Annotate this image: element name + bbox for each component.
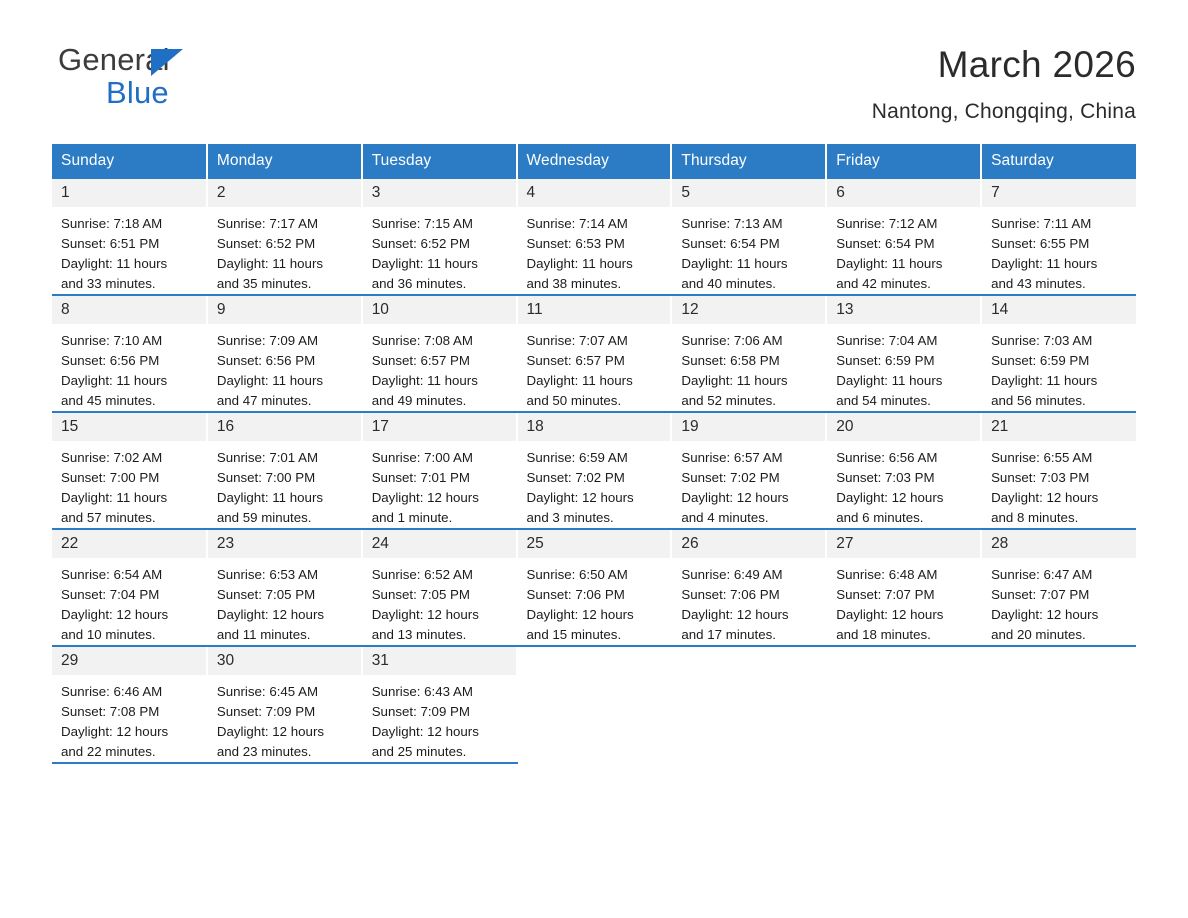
day-sun-info [363, 441, 516, 528]
day-info-line-sunset: Sunset: 7:02 PM [526, 469, 625, 485]
calendar-day-cell[interactable] [517, 295, 672, 412]
day-sun-info [672, 558, 825, 645]
day-info-line-daylight1: Daylight: 11 hours [216, 372, 324, 388]
day-info-line-sunrise: Sunrise: 7:11 AM [991, 215, 1092, 231]
day-info-line-sunrise: Sunrise: 6:50 AM [526, 567, 628, 583]
day-number: 22 [52, 530, 206, 558]
day-info-line-daylight2: and 20 minutes. [991, 627, 1086, 643]
calendar-day-cell[interactable] [207, 412, 362, 529]
day-number: 8 [52, 296, 206, 324]
day-info-line-daylight2: and 33 minutes. [61, 275, 156, 291]
day-number: 19 [672, 413, 825, 441]
calendar-day-cell[interactable] [517, 529, 672, 646]
day-info-line-sunrise: Sunrise: 6:57 AM [681, 449, 783, 465]
day-info-line-daylight1: Daylight: 11 hours [371, 372, 478, 388]
calendar-day-cell[interactable] [52, 179, 207, 295]
day-number: 30 [208, 647, 361, 675]
day-info-line-sunset: Sunset: 6:51 PM [61, 235, 160, 251]
day-number: 6 [827, 179, 980, 207]
day-sun-info [363, 558, 516, 645]
day-sun-info [208, 675, 361, 762]
location-subtitle: Nantong, Chongqing, China [871, 99, 1136, 123]
day-sun-info [672, 441, 825, 528]
day-info-line-daylight1: Daylight: 12 hours [371, 724, 479, 740]
day-number: 24 [363, 530, 516, 558]
day-info-line-daylight1: Daylight: 12 hours [526, 489, 634, 505]
day-number: 28 [982, 530, 1136, 558]
calendar-empty-cell [517, 646, 672, 763]
day-info-line-sunset: Sunset: 7:07 PM [991, 587, 1090, 603]
weekday-header-monday: Monday [207, 144, 362, 179]
day-info-line-daylight2: and 38 minutes. [526, 275, 622, 291]
calendar-day-cell[interactable] [671, 529, 826, 646]
calendar-empty-cell [981, 646, 1136, 763]
day-number: 5 [672, 179, 825, 207]
day-sun-info [518, 558, 671, 645]
day-info-line-daylight1: Daylight: 12 hours [836, 489, 944, 505]
day-info-line-daylight2: and 8 minutes. [991, 509, 1079, 525]
calendar-day-cell[interactable] [362, 412, 517, 529]
day-info-line-daylight2: and 23 minutes. [216, 744, 312, 760]
day-info-line-daylight1: Daylight: 11 hours [371, 255, 478, 271]
day-info-line-sunrise: Sunrise: 6:53 AM [216, 567, 319, 583]
calendar-day-cell[interactable] [517, 179, 672, 295]
day-info-line-daylight1: Daylight: 12 hours [681, 607, 789, 623]
day-number: 18 [518, 413, 671, 441]
day-info-line-daylight2: and 36 minutes. [371, 275, 467, 291]
day-info-line-sunrise: Sunrise: 7:12 AM [836, 215, 938, 231]
day-info-line-sunset: Sunset: 6:56 PM [61, 352, 160, 368]
day-number: 17 [363, 413, 516, 441]
day-number: 9 [208, 296, 361, 324]
generalblue-logo [52, 44, 170, 108]
day-sun-info [518, 441, 671, 528]
day-info-line-daylight1: Daylight: 11 hours [216, 489, 324, 505]
weekday-header-tuesday: Tuesday [362, 144, 517, 179]
day-info-line-daylight2: and 52 minutes. [681, 392, 776, 408]
calendar-week-row [52, 179, 1136, 295]
calendar-day-cell[interactable] [671, 295, 826, 412]
calendar-day-cell[interactable] [52, 529, 207, 646]
day-info-line-sunrise: Sunrise: 6:43 AM [371, 684, 473, 700]
calendar-table [52, 144, 1136, 764]
calendar-day-cell[interactable] [981, 179, 1136, 295]
day-info-line-sunrise: Sunrise: 7:07 AM [526, 332, 628, 348]
calendar-day-cell[interactable] [207, 529, 362, 646]
calendar-day-cell[interactable] [362, 295, 517, 412]
day-info-line-sunset: Sunset: 7:03 PM [991, 469, 1090, 485]
logo-triangle-icon [151, 49, 183, 76]
day-info-line-daylight1: Daylight: 12 hours [681, 489, 789, 505]
day-number: 1 [52, 179, 206, 207]
day-info-line-sunset: Sunset: 6:59 PM [836, 352, 935, 368]
day-info-line-daylight2: and 15 minutes. [526, 627, 622, 643]
day-info-line-daylight2: and 35 minutes. [216, 275, 312, 291]
day-info-line-daylight1: Daylight: 11 hours [991, 255, 1098, 271]
page-header [52, 0, 1136, 124]
calendar-day-cell[interactable] [981, 412, 1136, 529]
weekday-header-wednesday: Wednesday [517, 144, 672, 179]
day-info-line-sunset: Sunset: 7:01 PM [371, 469, 470, 485]
day-info-line-sunrise: Sunrise: 7:06 AM [681, 332, 783, 348]
day-info-line-daylight1: Daylight: 12 hours [61, 724, 169, 740]
day-info-line-sunrise: Sunrise: 7:02 AM [61, 449, 163, 465]
day-info-line-daylight2: and 4 minutes. [681, 509, 769, 525]
day-sun-info [518, 324, 671, 411]
day-number: 12 [672, 296, 825, 324]
day-number: 13 [827, 296, 980, 324]
day-info-line-sunrise: Sunrise: 7:15 AM [371, 215, 473, 231]
day-info-line-daylight1: Daylight: 11 hours [836, 255, 943, 271]
weekday-header-row [52, 144, 1136, 179]
day-info-line-sunrise: Sunrise: 6:56 AM [836, 449, 938, 465]
day-sun-info [827, 324, 980, 411]
day-info-line-daylight2: and 54 minutes. [836, 392, 931, 408]
weekday-header-saturday: Saturday [981, 144, 1136, 179]
day-info-line-daylight2: and 10 minutes. [61, 627, 156, 643]
day-sun-info [52, 558, 206, 645]
day-sun-info [982, 441, 1136, 528]
day-info-line-sunrise: Sunrise: 7:00 AM [371, 449, 473, 465]
day-info-line-sunset: Sunset: 6:56 PM [216, 352, 316, 368]
weekday-header-thursday: Thursday [671, 144, 826, 179]
day-info-line-daylight2: and 17 minutes. [681, 627, 776, 643]
day-info-line-sunset: Sunset: 6:57 PM [526, 352, 625, 368]
day-info-line-daylight1: Daylight: 12 hours [991, 607, 1099, 623]
day-info-line-sunrise: Sunrise: 6:54 AM [61, 567, 163, 583]
day-info-line-daylight2: and 11 minutes. [216, 627, 311, 643]
day-sun-info [52, 675, 206, 762]
calendar-empty-cell [826, 646, 981, 763]
calendar-day-cell[interactable] [207, 295, 362, 412]
day-info-line-daylight2: and 3 minutes. [526, 509, 614, 525]
day-info-line-daylight1: Daylight: 12 hours [371, 489, 479, 505]
day-info-line-daylight2: and 6 minutes. [836, 509, 924, 525]
day-info-line-sunset: Sunset: 7:06 PM [526, 587, 625, 603]
day-sun-info [52, 441, 206, 528]
calendar-week-row [52, 646, 1136, 763]
calendar-day-cell[interactable] [981, 529, 1136, 646]
day-sun-info [672, 207, 825, 294]
day-info-line-sunset: Sunset: 7:00 PM [61, 469, 160, 485]
day-info-line-sunset: Sunset: 7:09 PM [216, 704, 316, 720]
day-info-line-sunrise: Sunrise: 7:04 AM [836, 332, 938, 348]
day-sun-info [827, 441, 980, 528]
day-info-line-daylight2: and 1 minute. [371, 509, 453, 525]
day-sun-info [52, 207, 206, 294]
day-number: 16 [208, 413, 361, 441]
calendar-day-cell[interactable] [207, 646, 362, 763]
logo-text-blue: Blue [106, 75, 169, 110]
calendar-body [52, 179, 1136, 763]
day-info-line-daylight2: and 43 minutes. [991, 275, 1086, 291]
day-sun-info [363, 207, 516, 294]
day-info-line-daylight1: Daylight: 11 hours [991, 372, 1098, 388]
day-sun-info [208, 207, 361, 294]
day-info-line-daylight1: Daylight: 12 hours [61, 607, 169, 623]
day-info-line-sunrise: Sunrise: 6:55 AM [991, 449, 1093, 465]
day-number: 10 [363, 296, 516, 324]
day-info-line-daylight1: Daylight: 11 hours [61, 489, 168, 505]
day-number: 14 [982, 296, 1136, 324]
day-info-line-daylight1: Daylight: 11 hours [681, 372, 788, 388]
calendar-day-cell[interactable] [826, 295, 981, 412]
calendar-day-cell[interactable] [207, 179, 362, 295]
day-sun-info [363, 675, 516, 762]
day-number: 31 [363, 647, 516, 675]
day-info-line-sunset: Sunset: 7:02 PM [681, 469, 780, 485]
day-info-line-sunset: Sunset: 7:03 PM [836, 469, 935, 485]
calendar-day-cell[interactable] [52, 646, 207, 763]
day-info-line-sunset: Sunset: 6:53 PM [526, 235, 625, 251]
day-info-line-sunrise: Sunrise: 7:03 AM [991, 332, 1093, 348]
day-info-line-sunset: Sunset: 6:54 PM [681, 235, 780, 251]
day-sun-info [982, 324, 1136, 411]
title-block [872, 44, 1136, 124]
calendar-day-cell[interactable] [671, 412, 826, 529]
day-info-line-sunset: Sunset: 7:08 PM [61, 704, 160, 720]
day-info-line-daylight1: Daylight: 11 hours [836, 372, 943, 388]
day-sun-info [208, 558, 361, 645]
day-info-line-daylight1: Daylight: 12 hours [836, 607, 944, 623]
day-sun-info [208, 324, 361, 411]
day-number: 2 [208, 179, 361, 207]
calendar-day-cell[interactable] [362, 179, 517, 295]
day-info-line-sunrise: Sunrise: 7:01 AM [216, 449, 319, 465]
day-info-line-sunrise: Sunrise: 7:13 AM [681, 215, 783, 231]
day-info-line-sunset: Sunset: 7:05 PM [371, 587, 470, 603]
day-info-line-sunset: Sunset: 6:54 PM [836, 235, 935, 251]
day-info-line-sunset: Sunset: 6:58 PM [681, 352, 780, 368]
day-info-line-sunrise: Sunrise: 6:52 AM [371, 567, 473, 583]
day-info-line-daylight2: and 13 minutes. [371, 627, 467, 643]
day-number: 25 [518, 530, 671, 558]
day-number: 21 [982, 413, 1136, 441]
day-sun-info [982, 558, 1136, 645]
day-info-line-sunrise: Sunrise: 6:49 AM [681, 567, 783, 583]
day-number: 20 [827, 413, 980, 441]
calendar-week-row [52, 412, 1136, 529]
day-info-line-sunrise: Sunrise: 7:18 AM [61, 215, 163, 231]
day-info-line-sunset: Sunset: 7:09 PM [371, 704, 470, 720]
day-info-line-daylight2: and 49 minutes. [371, 392, 467, 408]
calendar-day-cell[interactable] [362, 529, 517, 646]
day-info-line-sunrise: Sunrise: 6:45 AM [216, 684, 319, 700]
day-info-line-sunrise: Sunrise: 6:47 AM [991, 567, 1093, 583]
calendar-day-cell[interactable] [826, 412, 981, 529]
day-info-line-sunset: Sunset: 6:52 PM [371, 235, 470, 251]
day-info-line-sunset: Sunset: 7:05 PM [216, 587, 316, 603]
day-info-line-sunset: Sunset: 6:59 PM [991, 352, 1090, 368]
calendar-empty-cell [671, 646, 826, 763]
calendar-week-row [52, 295, 1136, 412]
day-info-line-daylight2: and 42 minutes. [836, 275, 931, 291]
day-info-line-daylight2: and 59 minutes. [216, 509, 312, 525]
day-info-line-daylight1: Daylight: 12 hours [371, 607, 479, 623]
day-info-line-daylight1: Daylight: 11 hours [61, 255, 168, 271]
day-sun-info [827, 207, 980, 294]
day-info-line-daylight2: and 57 minutes. [61, 509, 156, 525]
day-sun-info [982, 207, 1136, 294]
day-sun-info [52, 324, 206, 411]
day-info-line-sunrise: Sunrise: 6:46 AM [61, 684, 163, 700]
day-info-line-daylight2: and 18 minutes. [836, 627, 931, 643]
calendar-day-cell[interactable] [52, 412, 207, 529]
calendar-day-cell[interactable] [517, 412, 672, 529]
day-number: 27 [827, 530, 980, 558]
day-info-line-sunset: Sunset: 7:06 PM [681, 587, 780, 603]
day-info-line-daylight1: Daylight: 11 hours [61, 372, 168, 388]
day-sun-info [518, 207, 671, 294]
day-number: 15 [52, 413, 206, 441]
day-info-line-sunset: Sunset: 6:55 PM [991, 235, 1090, 251]
day-info-line-daylight1: Daylight: 11 hours [526, 255, 633, 271]
calendar-day-cell[interactable] [52, 295, 207, 412]
logo-text-general: General [58, 42, 170, 77]
day-number: 23 [208, 530, 361, 558]
day-number: 3 [363, 179, 516, 207]
day-info-line-daylight2: and 25 minutes. [371, 744, 467, 760]
calendar-day-cell[interactable] [671, 179, 826, 295]
day-info-line-sunrise: Sunrise: 7:17 AM [216, 215, 319, 231]
day-info-line-sunset: Sunset: 6:57 PM [371, 352, 470, 368]
day-info-line-daylight2: and 22 minutes. [61, 744, 156, 760]
page-title: March 2026 [937, 44, 1136, 85]
calendar-day-cell[interactable] [826, 529, 981, 646]
day-number: 11 [518, 296, 671, 324]
calendar-day-cell[interactable] [981, 295, 1136, 412]
weekday-header-sunday: Sunday [52, 144, 207, 179]
day-info-line-sunrise: Sunrise: 7:10 AM [61, 332, 163, 348]
day-info-line-daylight1: Daylight: 11 hours [216, 255, 324, 271]
day-info-line-daylight2: and 56 minutes. [991, 392, 1086, 408]
day-number: 4 [518, 179, 671, 207]
day-info-line-daylight1: Daylight: 11 hours [526, 372, 633, 388]
day-info-line-daylight1: Daylight: 12 hours [526, 607, 634, 623]
day-info-line-daylight2: and 50 minutes. [526, 392, 622, 408]
day-info-line-sunrise: Sunrise: 6:48 AM [836, 567, 938, 583]
calendar-day-cell[interactable] [362, 646, 517, 763]
day-info-line-daylight1: Daylight: 12 hours [991, 489, 1099, 505]
day-number: 26 [672, 530, 825, 558]
day-sun-info [672, 324, 825, 411]
day-info-line-sunset: Sunset: 7:04 PM [61, 587, 160, 603]
day-info-line-daylight2: and 40 minutes. [681, 275, 776, 291]
day-info-line-daylight2: and 45 minutes. [61, 392, 156, 408]
day-info-line-sunset: Sunset: 7:00 PM [216, 469, 316, 485]
day-number: 29 [52, 647, 206, 675]
weekday-header-friday: Friday [826, 144, 981, 179]
day-info-line-sunset: Sunset: 6:52 PM [216, 235, 316, 251]
day-info-line-sunrise: Sunrise: 7:14 AM [526, 215, 628, 231]
day-info-line-daylight1: Daylight: 11 hours [681, 255, 788, 271]
calendar-week-row [52, 529, 1136, 646]
day-info-line-sunrise: Sunrise: 6:59 AM [526, 449, 628, 465]
day-info-line-daylight1: Daylight: 12 hours [216, 724, 325, 740]
day-info-line-sunrise: Sunrise: 7:09 AM [216, 332, 319, 348]
calendar-day-cell[interactable] [826, 179, 981, 295]
day-number: 7 [982, 179, 1136, 207]
day-info-line-daylight1: Daylight: 12 hours [216, 607, 325, 623]
day-info-line-sunset: Sunset: 7:07 PM [836, 587, 935, 603]
day-info-line-daylight2: and 47 minutes. [216, 392, 312, 408]
day-info-line-sunrise: Sunrise: 7:08 AM [371, 332, 473, 348]
day-sun-info [827, 558, 980, 645]
day-sun-info [363, 324, 516, 411]
day-sun-info [208, 441, 361, 528]
